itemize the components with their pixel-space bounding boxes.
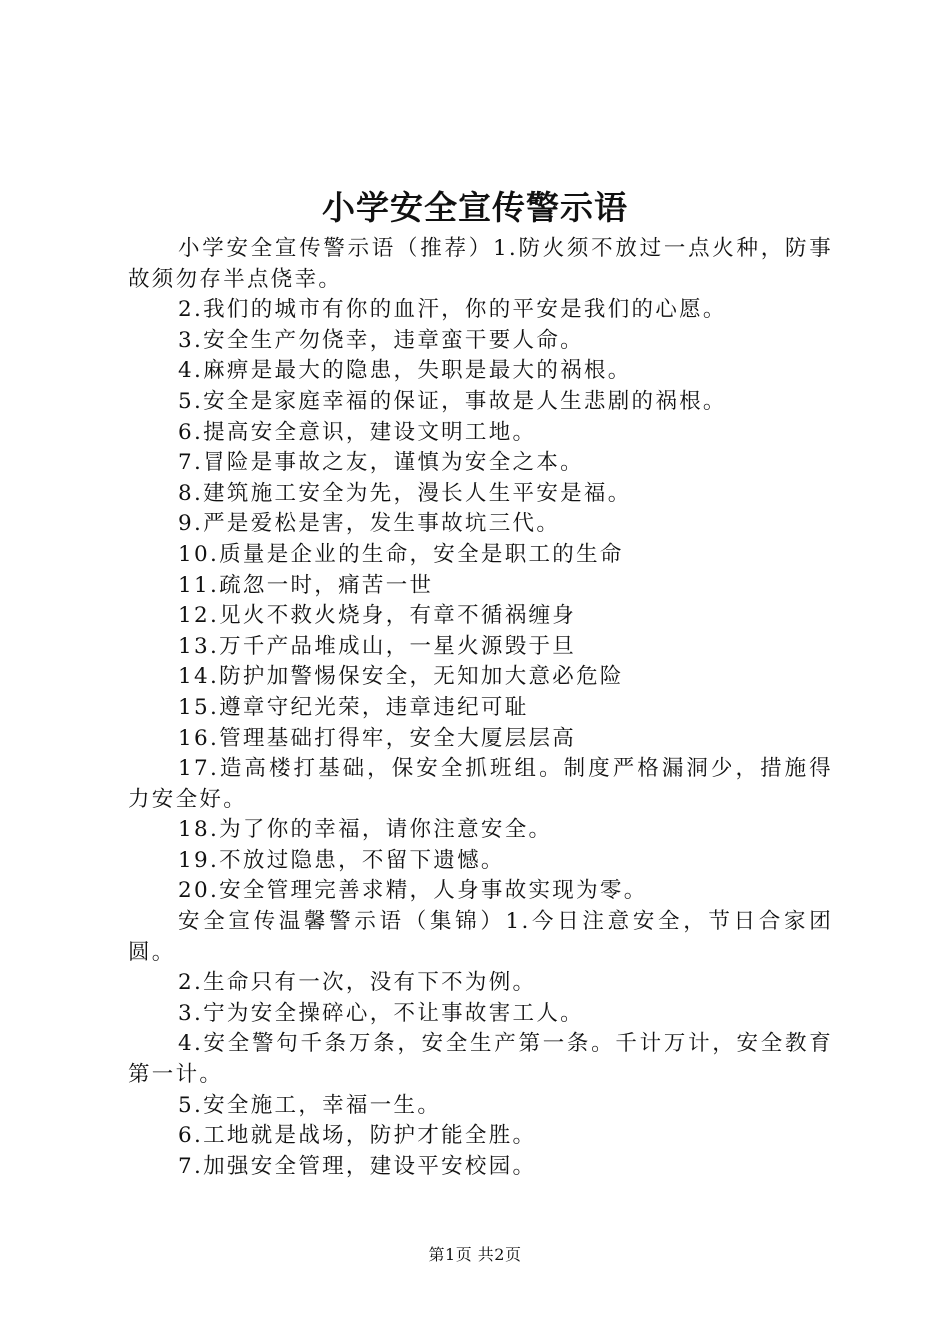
paragraph: 9.严是爱松是害，发生事故坑三代。 bbox=[178, 511, 561, 537]
paragraph: 5.安全是家庭幸福的保证，事故是人生悲剧的祸根。 bbox=[178, 388, 727, 414]
paragraph: 10.质量是企业的生命，安全是职工的生命 bbox=[178, 541, 624, 567]
paragraph: 4.麻痹是最大的隐患，失职是最大的祸根。 bbox=[178, 358, 632, 384]
paragraph: 7.加强安全管理，建设平安校园。 bbox=[178, 1153, 537, 1179]
paragraph: 20.安全管理完善求精，人身事故实现为零。 bbox=[178, 878, 648, 904]
paragraph: 3.宁为安全操碎心，不让事故害工人。 bbox=[178, 1000, 584, 1026]
paragraph: 13.万千产品堆成山，一星火源毁于旦 bbox=[178, 633, 577, 659]
paragraph: 7.冒险是事故之友，谨慎为安全之本。 bbox=[178, 450, 584, 476]
paragraph: 14.防护加警惕保安全，无知加大意必危险 bbox=[178, 664, 624, 690]
paragraph: 12.见火不救火烧身，有章不循祸缠身 bbox=[178, 603, 577, 629]
paragraph: 17.造高楼打基础，保安全抓班组。制度严格漏洞少，措施得力安全好。 bbox=[128, 756, 833, 812]
page-footer: 第1页 共2页 bbox=[428, 1245, 522, 1264]
paragraph: 6.提高安全意识，建设文明工地。 bbox=[178, 419, 537, 445]
paragraph: 2.我们的城市有你的血汗，你的平安是我们的心愿。 bbox=[178, 297, 727, 323]
paragraph: 4.安全警句千条万条，安全生产第一条。千计万计，安全教育第一计。 bbox=[128, 1031, 833, 1088]
paragraph: 11.疏忽一时，痛苦一世 bbox=[178, 572, 434, 598]
paragraph: 3.安全生产勿侥幸，违章蛮干要人命。 bbox=[178, 327, 584, 353]
paragraph: 小学安全宣传警示语（推荐）1.防火须不放过一点火种，防事故须勿存半点侥幸。 bbox=[128, 236, 833, 292]
paragraph: 18.为了你的幸福，请你注意安全。 bbox=[178, 817, 553, 843]
paragraph: 安全宣传温馨警示语（集锦）1.今日注意安全，节日合家团圆。 bbox=[128, 909, 833, 965]
paragraph: 15.遵章守纪光荣，违章违纪可耻 bbox=[178, 694, 529, 720]
paragraph: 2.生命只有一次，没有下不为例。 bbox=[178, 970, 537, 996]
paragraph: 19.不放过隐患，不留下遗憾。 bbox=[178, 847, 505, 873]
document-body bbox=[128, 234, 833, 1182]
document-title: 小学安全宣传警示语 bbox=[322, 188, 628, 227]
paragraph: 6.工地就是战场，防护才能全胜。 bbox=[178, 1123, 537, 1149]
paragraph: 5.安全施工，幸福一生。 bbox=[178, 1092, 442, 1118]
paragraph: 8.建筑施工安全为先，漫长人生平安是福。 bbox=[178, 480, 632, 506]
paragraph: 16.管理基础打得牢，安全大厦层层高 bbox=[178, 725, 577, 751]
